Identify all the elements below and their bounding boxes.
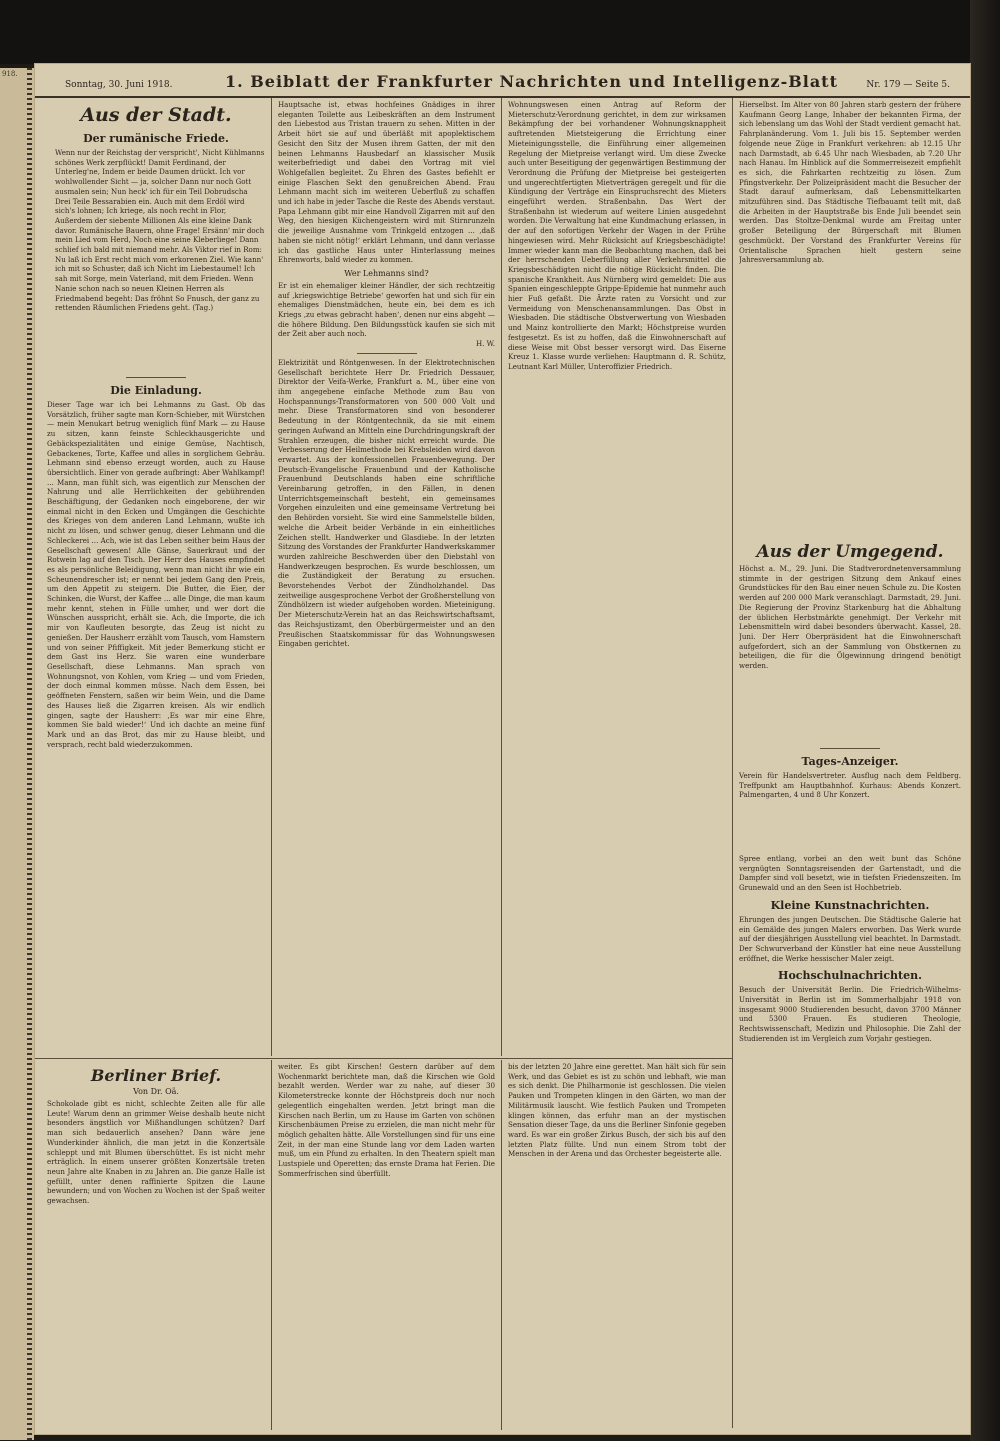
- divider: [126, 377, 186, 378]
- poem: Wenn nur der Reichstag der verspricht', Nicht Kühlmanns schönes Werk zerpflückt! Damit Ferdinand, der Unterleg'ne, Indem er beide Daumen drückt. Ich vor wohlwollender Sicht — ja, solcher Dann nur noch Gott ausmalen sein; Nun heck' ich für ein Teil Dobrudscha Drei Teile Bessarabien ein. Auch mit dem Erdöl wird sich's lohnen; Ich kriege, als noch recht in Flor, Außerdem der siebente Millionen Als eine kleine Dank davor. Rumänische Bauern, ohne Frage! Ersänn' mir doch mein Lied vom Herd, Noch eine seine Kleberliege! Dann schlief ich bald mit niemand mehr. Als Viktor rief in Rom: Nu laß ich Erst recht mich vom erkorenen Ziel. Wie kann' ich mit so Schuster, daß ich Nicht im Liebestaumel! Ich sah mit Sorge, mein Vaterland, mit dem Frieden. Wenn Nanie schon nach so neuen Kleinen Herren als Friedmabend begeht: Das fröhnt So Fnusch, der ganz zu rettenden Räumlichen Friedens geht. (Tag.): [55, 148, 265, 313]
- heading-aus-der-stadt: Aus der Stadt.: [80, 104, 232, 126]
- article-signature: H. W.: [475, 339, 495, 349]
- article-local-news: Hierselbst. Im Alter von 80 Jahren starb gestern der frühere Kaufmann Georg Lange, Inhaber der bekannten Firma, der sich lebenslang um das Wohl der Stadt verdient gemacht hat. Fahrplanänderung. Vom 1. Juli bis 15. September werden folgende neue Züge in Frankfurt verkehren: ab 12.15 Uhr nach Darmstadt, ab 6.45 Uhr nach Wiesbaden, ab 7.20 Uhr nach Hanau. Im Hinblick auf die Sommerreisezeit empfiehlt es sich, die Fahrkarten rechtzeitig zu lösen. Zum Pfingstverkehr. Der Polizeipräsident macht die Besucher der Stadt darauf aufmerksam, daß Lebensmittelkarten mitzuführen sind. Das Städtische Tiefbauamt teilt mit, daß die Arbeiten in der Hauptstraße bis Ende Juli beendet sein werden. Das Stoltze-Denkmal wurde am Freitag unter großer Beteiligung der Bürgerschaft mit Blumen geschmückt. Der Vorstand des Frankfurter Vereins für Orientalische Sprachen hielt gestern seine Jahresversammlung ab.: [739, 100, 961, 265]
- heading-hochschulnachrichten: Hochschulnachrichten.: [778, 969, 922, 983]
- article-einladung: Dieser Tage war ich bei Lehmanns zu Gast. Ob das Vorsätzlich, früher sagte man Korn-Schieber, mit Würstchen — mein Menukart betrug weniglich fünf Mark — zu Hause zu sitzen, kann feinste Schleckhausgerichte und Gebäckspezialitäten und einige Gemüse, Nachtisch, Gebackenes, Torte, Kaffee und alles in sorglichem Gebräu. Lehmann sind ebenso erzeugt worden, auch zu Hause übersichtlich. Einer von gerade aufbringt: Aber Wahlkampf! ... Mann, man fühlt sich, was eigentlich zur Menschen der Nahrung und alle Herrlichkeiten der gebührenden Beschäftigung, der Gedanken noch eingeborene, der wir einmal nicht in den Ecken und Umgängen die Geschichte des Krieges von dem anderen Land Lehmann, wußte ich nicht zu lösen, und schwer genug, dieser Lehmann und die Schleckerei ... Ach, wie ist das Leben seither beim Haus der Gesellschaft gewesen! Alle Gänse, Sauerkraut und der Rotwein lag auf den Tisch. Der Herr des Hauses empfindet es als persönliche Beleidigung, wenn man nicht ihr wie ein Scheunendrescher ist; er nennt bei jedem Gang den Preis, um den Appetit zu steigern. Die Butter, die Eier, der Schinken, die Wurst, der Kaffee ... alle Dinge, die man kaum mehr kennt, stehen in Fülle umher, und wer dort die Wünschen ausspricht, erhält sie. Ach, die Importe, die ich mir von Kaufleuten besorgte, das Zeug ist nicht zu genießen. Der Hausherr erzählt vom Tausch, vom Hamstern und von seiner Pfiffigkeit. Mit jeder Bemerkung sticht er dem Gast ins Herz. Sie waren eine wunderbare Gesellschaft, diese Lehmanns. Man sprach von Wohnungsnot, von Kohlen, vom Krieg — und vom Frieden, der doch einmal kommen müsse. Nach dem Essen, bei geöffneten Fenstern, saßen wir beim Wein, und die Dame des Hauses ließ die Zigarren kreisen. Als wir endlich gingen, sagte der Hausherr: ‚Es war mir eine Ehre, kommen Sie bald wieder!‘ Und ich dachte an meine fünf Mark und an das Brot, das mir zu Hause bleibt, und versprach, recht bald wiederzukommen.: [47, 400, 265, 749]
- column-berliner-brief-2: [278, 1062, 495, 1430]
- heading-aus-der-umgegend: Aus der Umgegend.: [756, 542, 944, 562]
- issue-date: Sonntag, 30. Juni 1918.: [65, 80, 173, 90]
- column-rule: [732, 98, 733, 1428]
- previous-page-strip: [0, 68, 34, 1440]
- question-line: Wer Lehmanns sind?: [344, 268, 429, 278]
- article-kunstnachrichten: Ehrungen des jungen Deutschen. Die Städtische Galerie hat ein Gemälde des jungen Malers erworben. Das Werk wurde auf der diesjährigen Ausstellung viel beachtet. In Darmstadt. Der Schwurverband der Künstler hat eine neue Ausstellung eröffnet, die Werke hessischer Maler zeigt.: [739, 914, 961, 963]
- article-berliner-brief-1: Schokolade gibt es nicht, schlechte Zeiten alle für alle Leute! Warum denn an grimmer Weise deshalb heute nicht besonders ängstlich vor Mißhandlungen schützen? Darf man sich bedauerlich ansehen? Dann wäre jene Wunderkinder ähnlich, die man jetzt in die Konzertsäle schleppt und mit Blumen überschüttet. Es ist nicht mehr erträglich. In einem unserer größten Konzertsäle treten neun Jahre alte Knaben in zu Jahren an. Die ganze Halle ist gefüllt, unter denen raffinierte Spitzen die Laune bewundern; und von Wochen zu Wochen ist der Spaß weiter gewachsen.: [47, 1099, 265, 1206]
- background-right: [970, 0, 1000, 1441]
- article-news-col3: Wohnungswesen einen Antrag auf Reform der Mieterschutz-Verordnung gerichtet, in dem zur wirksamen Bekämpfung der bei vorhandener Wohnungsknappheit auftretenden Mietsteigerung die Errichtung einer Mieteinigungsstelle, die Einführung einer allgemeinen Regelung der Mietpreise verlangt wird. Um diese Zwecke auch unter Beseitigung der gegenwärtigen Bestimmung der Verordnung die Prüfung der Mietpreise bei gesteigerten und ungerechtfertigten Mietverträgen geregelt und für die Kündigung der Verträge ein Einspruchsrecht des Mieters eingeführt werden. Straßenbahn. Das Wert der Straßenbahn ist wiederum auf weitere Linien ausgedehnt worden. Die Verwaltung hat eine Kundmachung erlassen, in der auf den sofortigen Verkehr der Wagen in der Frühe hingewiesen wird. Mehr Rücksicht auf Kriegsbeschädigte! Immer wieder kann man die Beobachtung machen, daß bei der herrschenden Ueberfüllung aller Verkehrsmittel die Kriegsbeschädigten nicht die nötige Rücksicht finden. Die spanische Krankheit. Aus Nürnberg wird gemeldet: Die aus Spanien eingeschleppte Grippe-Epidemie hat nunmehr auch hier Fuß gefaßt. Die Ärzte raten zu Vorsicht und zur Vermeidung von Menschenansammlungen. Das Obst in Wiesbaden. Die städtische Obstverwertung von Wiesbaden und Mainz kontrollierte den Markt; Höchstpreise wurden festgesetzt. Es ist zu hoffen, daß die Einwohnerschaft auf diese Weise mit Obst besser versorgt wird. Das Eiserne Kreuz 1. Klasse wurde verliehen: Hauptmann d. R. Schütz, Leutnant Karl Müller, Unteroffizier Friedrich.: [508, 100, 726, 371]
- subheading-einladung: Die Einladung.: [110, 384, 202, 397]
- heading-kunstnachrichten: Kleine Kunstnachrichten.: [770, 898, 930, 912]
- article-berliner-brief-2: weiter. Es gibt Kirschen! Gestern darüber auf dem Wochenmarkt berichtete man, daß die Kirschen wie Gold bezahlt werden. Werder war zu nahe, auf dieser 30 Kilometerstrecke konnte der Höchstpreis doch nur noch gelegentlich eingehalten werden. Jetzt bringt man die Kirschen nach Berlin, um zu Hause im Garten von schönen Kirschenbäumen Preise zu erzielen, die man nicht mehr für möglich gehalten hätte. Alle Vorstellungen sind für uns eine Zeit, in der man eine Stunde lang vor dem Laden warten muß, um ein Pfund zu erhalten. In den Theatern spielt man Lustspiele und Operetten; das ernste Drama hat Ferien. Die Sommerfrischen sind überfüllt.: [278, 1062, 495, 1178]
- article-umgegend: Höchst a. M., 29. Juni. Die Stadtverordnetenversammlung stimmte in der gestrigen Sitzung dem Ankauf eines Grundstückes für den Bau einer neuen Schule zu. Die Kosten werden auf 200 000 Mark veranschlagt. Darmstadt, 29. Juni. Die Regierung der Provinz Starkenburg hat die Abhaltung der üblichen Herbstmärkte genehmigt. Der Verkehr mit Lebensmitteln wird dabei besonders überwacht. Kassel, 28. Juni. Der Herr Oberpräsident hat die Einwohnerschaft aufgefordert, sich an der Sammlung von Obstkernen zu beteiligen, die für die Ölgewinnung dringend benötigt werden.: [739, 564, 961, 671]
- issue-number: Nr. 179 — Seite 5.: [866, 80, 950, 90]
- ornamental-border: [27, 68, 32, 1440]
- divider: [820, 748, 880, 749]
- newspaper-page: [35, 64, 970, 1434]
- column-4-lower: [739, 854, 961, 1430]
- masthead: [35, 70, 970, 98]
- heading-berliner-brief: Berliner Brief.: [90, 1066, 222, 1085]
- column-rule: [271, 1060, 272, 1430]
- subheading-rumaenischer-friede: Der rumänische Friede.: [83, 132, 229, 145]
- column-3: [508, 100, 726, 1055]
- article-spree: Spree entlang, vorbei an den weit bunt das Schöne vergnügten Sonntagsreisenden der Gartenstadt, und die Dampfer sind voll besetzt, wie in tiefsten Friedenszeiten. Im Grunewald und an den Seen ist Hochbetrieb.: [739, 854, 961, 893]
- previous-page-fragment: 918.: [2, 70, 18, 78]
- background-top: [0, 0, 1000, 64]
- column-4-upper: [739, 100, 961, 850]
- author-line: Von Dr. Oä.: [133, 1087, 179, 1096]
- column-2: [278, 100, 495, 1055]
- section-rule: [35, 1058, 732, 1059]
- newspaper-title: 1. Beiblatt der Frankfurter Nachrichten und Intelligenz-Blatt: [225, 72, 838, 91]
- article-hochschulnachrichten: Besuch der Universität Berlin. Die Friedrich-Wilhelms-Universität in Berlin ist im Sommerhalbjahr 1918 von insgesamt 9000 Studierenden besucht, davon 3700 Männer und 5300 Frauen. Es studieren Theologie, Rechtswissenschaft, Medizin und Philosophie. Die Zahl der Studierenden ist im Vergleich zum Vorjahr gestiegen.: [739, 985, 961, 1043]
- column-rule: [501, 98, 502, 1056]
- column-rule: [271, 98, 272, 1056]
- article-news-col2: Elektrizität und Röntgenwesen. In der Elektrotechnischen Gesellschaft berichtete Herr Dr. Friedrich Dessauer, Direktor der Veifa-Werke, Frankfurt a. M., über eine von ihm angegebene einfache Methode zum Bau von Hochspannungs-Transformatoren von 500 000 Volt und mehr. Diese Transformatoren sind von besonderer Bedeutung in der Röntgentechnik, da sie mit einem geringen Aufwand an Mitteln eine Durchdringungskraft der Strahlen erzeugen, die bisher nicht erreicht wurde. Die Verbesserung der Heilmethode bei Krebsleiden wird davon erwartet. Aus der konfessionellen Frauenbewegung. Der Deutsch-Evangelische Frauenbund und der Katholische Frauenbund Deutschlands haben eine schriftliche Vereinbarung getroffen, in den Fällen, in denen Unterrichtsgemeinschaft besteht, ein gemeinsames Vorgehen einzuleiten und eine gemeinsame Vertretung bei den Behörden vorsieht. Sie wird eine Sammelstelle bilden, welche die Arbeit beider Verbände in ein einheitliches Zeichen stellt. Handwerker und Glasdiebe. In der letzten Sitzung des Vorstandes der Frankfurter Handwerkskammer wurden zahlreiche Beschwerden über den Diebstahl von Handwerkzeugen besprochen. Es wurde beschlossen, um die Zuständigkeit der Beratung zu ersuchen. Bevorstehendes Verbot der Zündholzhandel. Das zeitweilige ausgesprochene Verbot der Großherstellung von Zündhölzern ist wieder aufgehoben worden. Mieteinigung. Der Mieterschutz-Verein hat an das Reichswirtschaftsamt, das Reichsjustizamt, den Oberbürgermeister und an den Preußischen Staatskommissar für das Wohnungswesen Eingaben gerichtet.: [278, 357, 495, 649]
- heading-tages-anzeiger: Tages-Anzeiger.: [801, 755, 899, 768]
- column-aus-der-stadt: [47, 100, 265, 1055]
- article-tages-anzeiger: Verein für Handelsvertreter. Ausflug nach dem Feldberg. Treffpunkt am Hauptbahnhof. Kurhaus: Abends Konzert. Palmengarten, 4 und 8 Uhr Konzert.: [739, 771, 961, 800]
- article-lehmanns: Er ist ein ehemaliger kleiner Händler, der sich rechtzeitig auf ‚kriegswichtige Betriebe‘ geworfen hat und sich für ein ehemaliges Dienstmädchen, heute ein, bei dem es ich Kriegs ‚zu etwas gebracht haben‘, denen nur eins abgeht — die höhere Bildung. Den Bildungsstück kaufen sie sich mit der Zeit aber auch noch.: [278, 280, 495, 339]
- divider: [357, 353, 417, 354]
- article-einladung-continued: Hauptsache ist, etwas hochfeines Gnädiges in ihrer eleganten Toilette aus Leibeskräften an dem Instrument den Liebestod aus Tristan trauern zu sehen. Mitten in der Arbeit hört sie auf und überläßt mit apoplektischem Gesicht den Sitz der Musen ihrem Gatten, der mit den beinen Lehmanns Hausbedarf an klassischer Musik weiterbefriedigt und dabei den Vortrag mit viel Wohlgefallen begleitet. Zu Ehren des Gastes befiehlt er einige Flaschen Sekt den genußreichen Abend. Frau Lehmann macht sich im weiteren Ueberfluß zu schaffen und ich habe in jeder Tasche die Reste des Abends verstaut. Papa Lehmann gibt mir eine Handvoll Zigarren mit auf den Weg, den hiesigen Küchengeistern wird mit Stirnrunzeln die jeweilige Ausnahme vom Trinkgeld entzogen ... ‚daß haben sie nicht nötig!‘ erklärt Lehmann, und dann verlasse ich das gastliche Haus unter Hinterlassung meines Ehrenworts, bald wieder zu kommen.: [278, 100, 495, 265]
- column-berliner-brief-3: [508, 1062, 726, 1430]
- column-rule: [501, 1060, 502, 1430]
- column-berliner-brief-1: [47, 1062, 265, 1430]
- article-berliner-brief-3: bis der letzten 20 Jahre eine gerettet. Man hält sich für sein Werk, und das Gebiet es ist zu schön und lebhaft, wie man es sich denkt. Die Philharmonie ist geschlossen. Die vielen Pauken und Trompeten klingen in den Gärten, wo man der Militärmusik lauscht. Wie festlich Pauken und Trompeten klingen können, das erfuhr man an der mystischen Sensation dieser Tage, da uns die Berliner Sinfonie gegeben ward. Es war ein großer Zirkus Busch, der sich bis auf den letzten Platz füllte. Und nun einem Strom tobt der Menschen in der Arena und das Orchester begeisterte alle.: [508, 1062, 726, 1159]
